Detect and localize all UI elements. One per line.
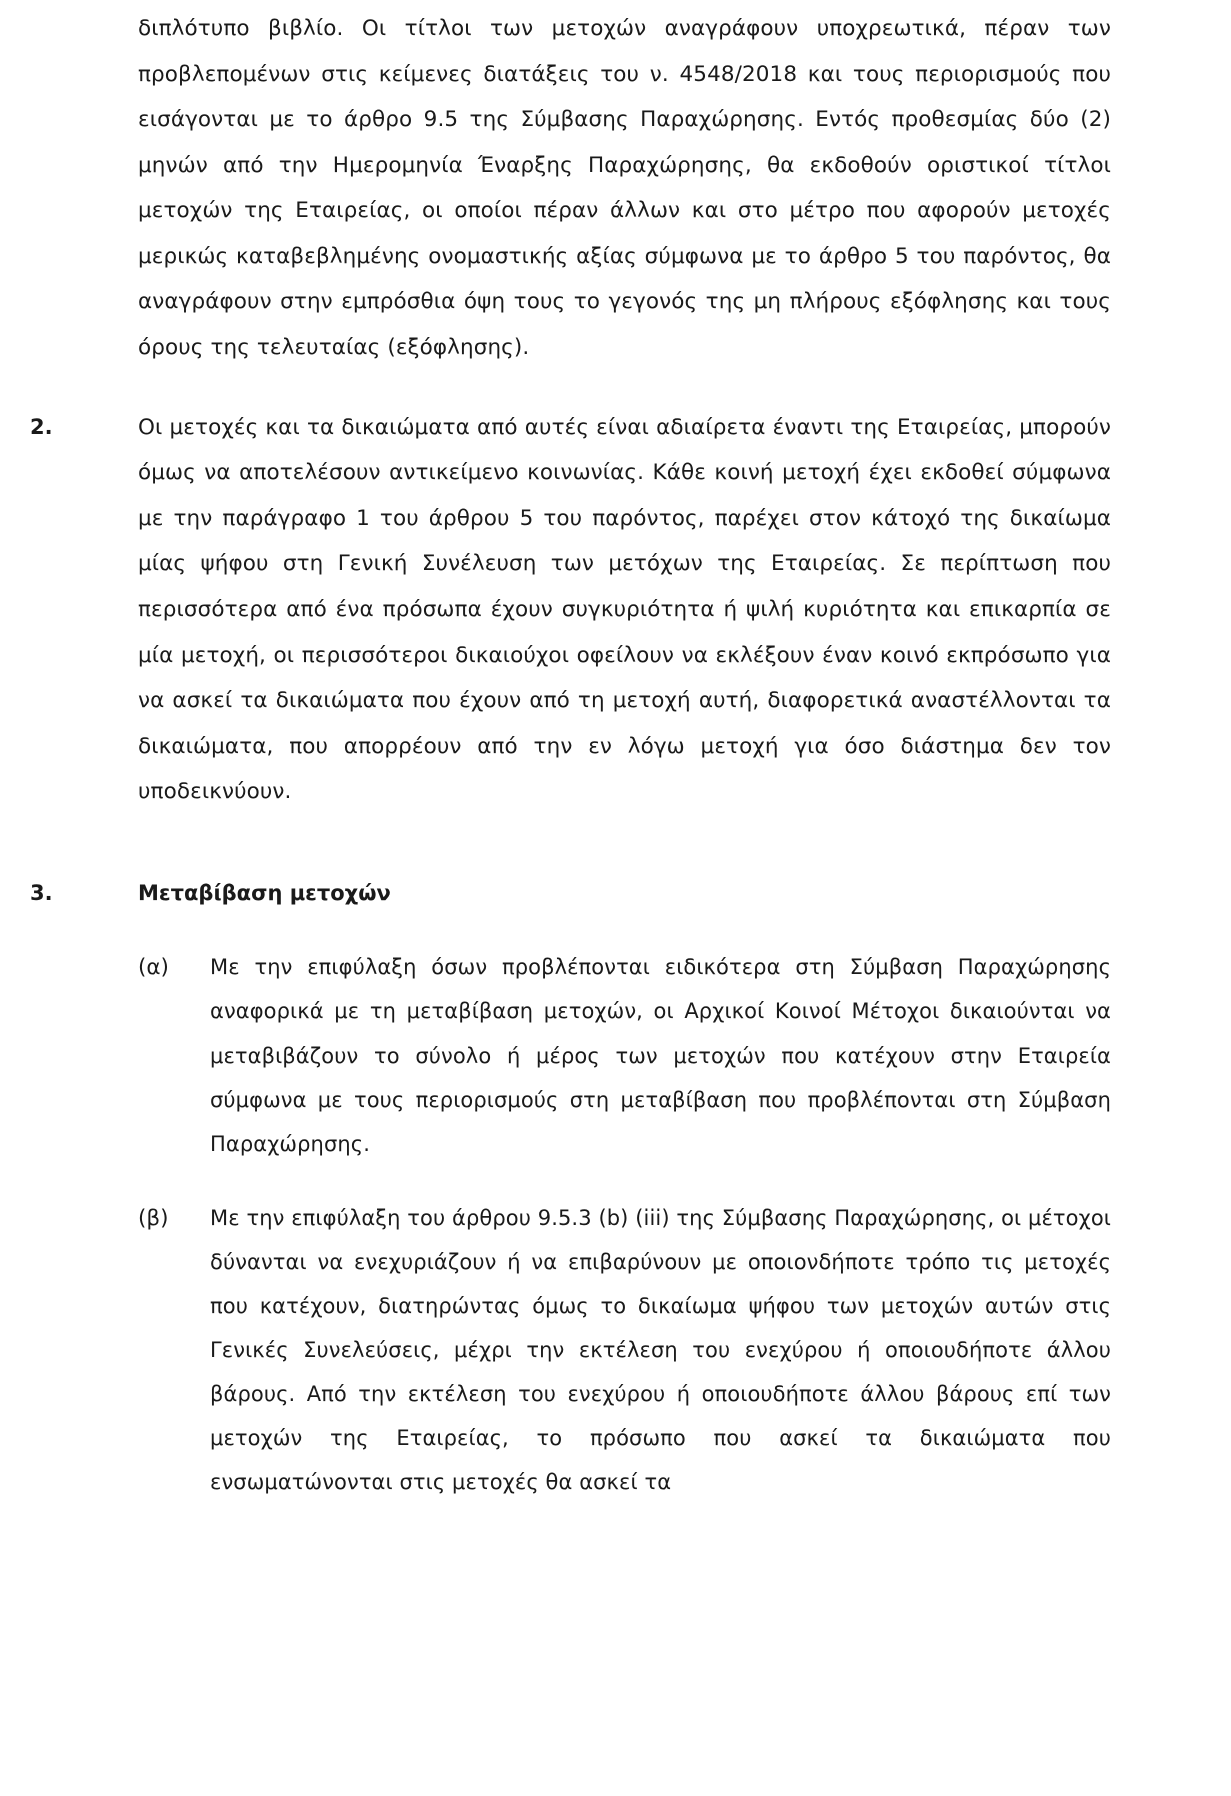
subclause-b <box>138 1196 1111 1505</box>
clause-2 <box>30 405 1111 815</box>
subclause-b-body <box>210 1196 1111 1505</box>
subclause-a-letter: (α) <box>138 955 169 981</box>
clause-2-text: Οι μετοχές και τα δικαιώματα από αυτές είναι αδιαίρετα έναντι της Εταιρείας, μπορούν όμως να αποτελέσουν αντικείμενο κοινωνίας. Κάθε κοινή μετοχή έχει εκδοθεί σύμφωνα με την παράγραφο 1 του άρθρου 5 του παρόντος, παρέχει στον κάτοχό της δικαίωμα μίας ψήφου στη Γενική Συνέλευση των μετόχων της Εταιρείας. Σε περίπτωση που περισσότερα από ένα πρόσωπα έχουν συγκυριότητα ή ψιλή κυριότητα και επικαρπία σε μία μετοχή, οι περισσότεροι δικαιούχοι οφείλουν να εκλέξουν έναν κοινό εκπρόσωπο για να ασκεί τα δικαιώματα που έχουν από τη μετοχή αυτή, διαφορετικά αναστέλλονται τα δικαιώματα, που απορρέουν από την εν λόγω μετοχή για όσο διάστημα δεν τον υποδεικνύουν. <box>138 414 1111 805</box>
continuation-paragraph: διπλότυπο βιβλίο. Οι τίτλοι των μετοχών αναγράφουν υποχρεωτικά, πέραν των προβλεπομένων στις κείμενες διατάξεις του ν. 4548/2018 και τους περιορισμούς που εισάγονται με το άρθρο 9.5 της Σύμβασης Παραχώρησης. Εντός προθεσμίας δύο (2) μηνών από την Ημερομηνία Έναρξης Παραχώρησης, θα εκδοθούν οριστικοί τίτλοι μετοχών της Εταιρείας, οι οποίοι πέραν άλλων και στο μέτρο που αφορούν μετοχές μερικώς καταβεβλημένης ονομαστικής αξίας σύμφωνα με το άρθρο 5 του παρόντος, θα αναγράφουν στην εμπρόσθια όψη τους το γεγονός της μη πλήρους εξόφλησης και τους όρους της τελευταίας (εξόφλησης). <box>138 16 1111 361</box>
subclause-b-letter: (β) <box>138 1205 169 1231</box>
subclause-a-body <box>210 945 1111 1165</box>
clause-3-body <box>138 871 1111 916</box>
subclause-a-text: Με την επιφύλαξη όσων προβλέπονται ειδικότερα στη Σύμβαση Παραχώρησης αναφορικά με τη μεταβίβαση μετοχών, οι Αρχικοί Κοινοί Μέτοχοι δικαιούνται να μεταβιβάζουν το σύνολο ή μέρος των μετοχών που κατέχουν στην Εταιρεία σύμφωνα με τους περιορισμούς στη μεταβίβαση που προβλέπονται στη Σύμβαση Παραχώρησης. <box>210 955 1111 1156</box>
clause-3 <box>30 871 1111 916</box>
continuation-paragraph-block <box>30 6 1111 371</box>
clause-2-number: 2. <box>30 414 53 439</box>
clause-3-heading: Μεταβίβαση μετοχών <box>138 880 391 905</box>
clause-3-number: 3. <box>30 880 53 905</box>
clause-spacer <box>30 815 1111 837</box>
subclause-b-text: Με την επιφύλαξη του άρθρου 9.5.3 (b) (iii) της Σύμβασης Παραχώρησης, οι μέτοχοι δύνανται να ενεχυριάζουν ή να επιβαρύνουν με οποιονδήποτε τρόπο τις μετοχές που κατέχουν, διατηρώντας όμως το δικαίωμα ψήφου των μετοχών αυτών στις Γενικές Συνελεύσεις, μέχρι την εκτέλεση του ενεχύρου ή οποιουδήποτε άλλου βάρους. Από την εκτέλεση του ενεχύρου ή οποιουδήποτε άλλου βάρους επί των μετοχών της Εταιρείας, το πρόσωπο που ασκεί τα δικαιώματα που ενσωματώνονται στις μετοχές θα ασκεί τα <box>210 1205 1111 1495</box>
clause-2-body <box>138 405 1111 815</box>
subclause-a <box>138 945 1111 1165</box>
